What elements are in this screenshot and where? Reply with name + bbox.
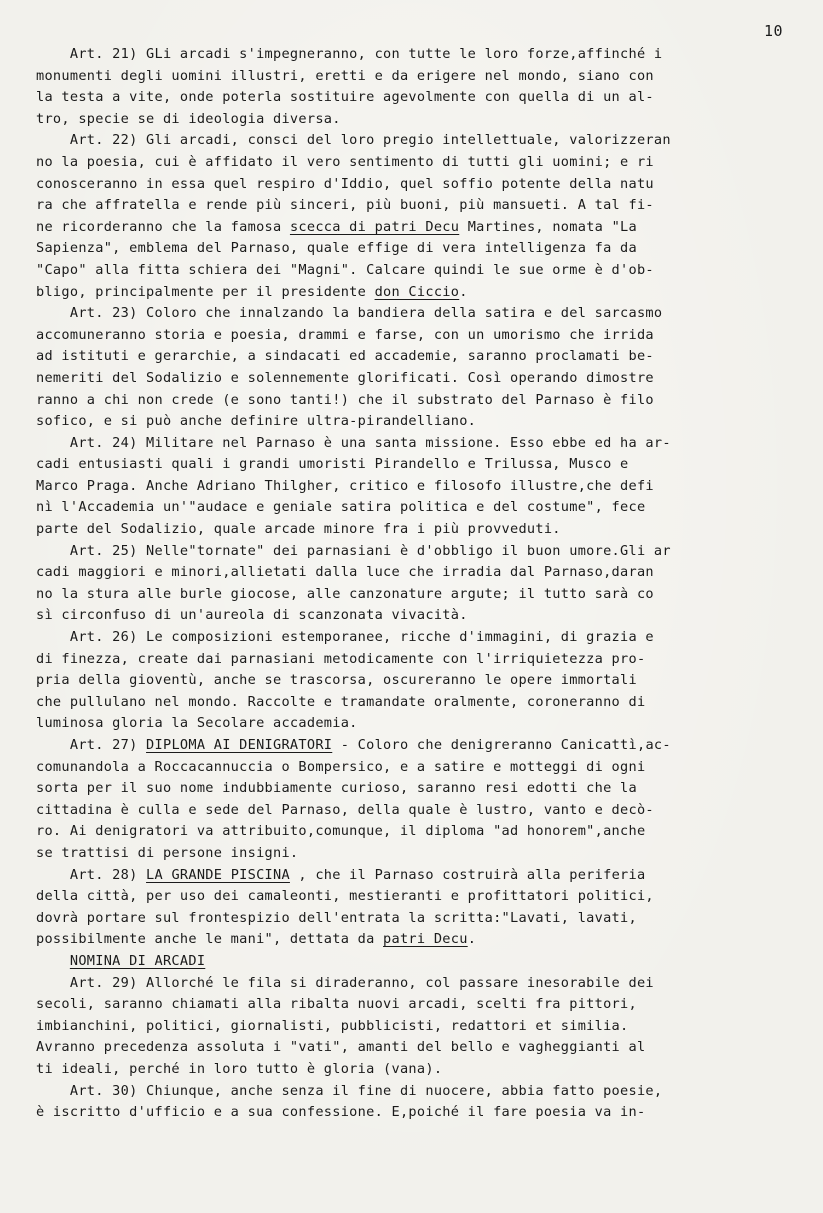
text-segment: ti ideali, perché in loro tutto è gloria (vana). [36, 1060, 443, 1077]
text-segment: luminosa gloria la Secolare accademia. [36, 715, 358, 732]
text-line [36, 476, 806, 498]
text-segment: accomuneranno storia e poesia, drammi e farse, con un umorismo che irrida [36, 326, 654, 343]
text-segment: . [467, 931, 477, 948]
text-segment: conosceranno in essa quel respiro d'Iddio, quel soffio potente della natu [36, 175, 654, 192]
text-line [36, 1081, 806, 1103]
text-line [36, 44, 806, 66]
text-segment: - Coloro che denigreranno Canicattì,ac- [332, 737, 671, 753]
text-segment: "Capo" alla fitta schiera dei "Magni". Calcare quindi le sue orme è d'ob- [36, 261, 654, 278]
text-segment: cittadina è culla e sede del Parnaso, della quale è lustro, vanto e decò- [36, 801, 654, 818]
text-line [36, 174, 806, 196]
text-line [36, 973, 806, 995]
text-segment: ranno a chi non crede (e sono tanti!) che il substrato del Parnaso è filo [36, 391, 654, 408]
text-line [36, 670, 806, 692]
text-line [36, 454, 806, 476]
text-segment: sì circonfuso di un'aureola di scanzonata vivacità. [36, 607, 468, 624]
text-segment: bligo, principalmente per il presidente [36, 283, 375, 300]
text-segment: monumenti degli uomini illustri, eretti e da erigere nel mondo, siano con [36, 67, 654, 84]
text-segment: possibilmente anche le mani", dettata da [36, 931, 384, 948]
text-line [36, 541, 806, 563]
text-line [36, 411, 806, 433]
text-line [36, 87, 806, 109]
text-segment: Art. 22) Gli arcadi, consci del loro pregio intellettuale, valorizzeran [36, 132, 671, 149]
text-line [36, 735, 806, 757]
underlined-text: LA GRANDE PISCINA [146, 866, 290, 883]
text-segment: nì l'Accademia un'"audace e geniale satira politica e del costume", fece [36, 499, 646, 516]
text-line [36, 843, 806, 865]
text-line [36, 109, 806, 131]
text-line [36, 562, 806, 584]
text-line [36, 584, 806, 606]
text-segment: . [459, 283, 468, 300]
text-segment: Art. 25) Nelle"tornate" dei parnasiani è d'obbligo il buon umore.Gli ar [36, 542, 671, 559]
text-segment: cadi entusiasti quali i grandi umoristi Pirandello e Trilussa, Musco e [36, 456, 629, 473]
text-segment: sofico, e si può anche definire ultra-pirandelliano. [36, 413, 477, 430]
text-segment: ro. Ai denigratori va attribuito,comunque, il diploma "ad honorem",anche [36, 823, 646, 840]
text-segment: Art. 21) GLi arcadi s'impegneranno, con tutte le loro forze,affinché i [36, 46, 663, 62]
text-segment: sorta per il suo nome indubbiamente curioso, saranno resi edotti che la [36, 780, 637, 797]
text-segment: dovrà portare sul frontespizio dell'entrata la scritta:"Lavati, lavati, [36, 909, 637, 926]
text-segment: Sapienza", emblema del Parnaso, quale effige di vera intelligenza fa da [36, 240, 637, 257]
text-line [36, 238, 806, 260]
text-line [36, 217, 806, 239]
text-line [36, 713, 806, 735]
text-segment: , che il Parnaso costruirà alla periferia [289, 866, 646, 883]
text-segment: di finezza, create dai parnasiani metodicamente con l'irriquietezza pro- [36, 650, 646, 667]
text-line [36, 66, 806, 88]
text-line [36, 649, 806, 671]
text-segment: Art. 30) Chiunque, anche senza il fine di nuocere, abbia fatto poesie, [36, 1082, 663, 1099]
text-line [36, 692, 806, 714]
text-segment: della città, per uso dei camaleonti, mestieranti e profittatori politici, [36, 888, 654, 905]
text-line [36, 346, 806, 368]
text-line [36, 627, 806, 649]
underlined-text: don Ciccio [374, 283, 460, 300]
text-line [36, 757, 806, 779]
text-line [36, 1102, 806, 1124]
text-line [36, 1016, 806, 1038]
text-segment: Avranno precedenza assoluta i "vati", amanti del bello e vagheggianti al [36, 1039, 646, 1056]
text-segment: Art. 23) Coloro che innalzando la bandiera della satira e del sarcasmo [36, 305, 663, 322]
text-line [36, 908, 806, 930]
text-segment: Art. 28) [36, 866, 147, 883]
underlined-text: NOMINA DI ARCADI [69, 952, 206, 969]
text-segment: è iscritto d'ufficio e a sua confessione. E,poiché il fare poesia va in- [36, 1104, 646, 1121]
underlined-text: patri Decu [383, 931, 468, 948]
text-line [36, 303, 806, 325]
text-segment: no la stura alle burle giocose, alle canzonature argute; il tutto sarà co [36, 585, 654, 602]
text-segment [36, 953, 70, 969]
text-line [36, 929, 806, 951]
text-segment: nemeriti del Sodalizio e solennemente glorificati. Così operando dimostre [36, 369, 654, 386]
text-segment: pria della gioventù, anche se trascorsa, oscureranno le opere immortali [36, 672, 637, 689]
text-line [36, 865, 806, 887]
text-line [36, 497, 806, 519]
text-line [36, 951, 806, 973]
text-line [36, 152, 806, 174]
text-segment: parte del Sodalizio, quale arcade minore fra i più provveduti. [36, 521, 561, 538]
text-segment: Martines, nomata "La [459, 218, 637, 235]
text-segment: Art. 29) Allorché le fila si diraderanno, col passare inesorabile dei [36, 974, 654, 991]
text-segment: Marco Praga. Anche Adriano Thilgher, critico e filosofo illustre,che defi [36, 477, 654, 494]
text-line [36, 390, 806, 412]
text-segment: ra che affratella e rende più sinceri, più buoni, più mansueti. A tal fi- [36, 197, 654, 214]
text-line [36, 130, 806, 152]
text-segment: Art. 27) [36, 737, 147, 753]
text-segment: ad istituti e gerarchie, a sindacati ed accademie, saranno proclamati be- [36, 348, 654, 365]
text-segment: comunandola a Roccacannuccia o Bompersico, e a satire e motteggi di ogni [36, 758, 646, 775]
text-segment: no la poesia, cui è affidato il vero sentimento di tutti gli uomini; e ri [36, 153, 654, 170]
page-number: 10 [764, 22, 784, 40]
text-segment: ne ricorderanno che la famosa [36, 218, 290, 235]
text-line [36, 778, 806, 800]
text-line [36, 260, 806, 282]
text-segment: secoli, saranno chiamati alla ribalta nuovi arcadi, scelti fra pittori, [36, 996, 637, 1013]
underlined-text: scecca di patri Decu [289, 218, 460, 235]
text-segment: che pullulano nel mondo. Raccolte e tramandate oralmente, coroneranno di [36, 693, 646, 710]
text-line [36, 605, 806, 627]
text-line [36, 195, 806, 217]
text-line [36, 1059, 806, 1081]
text-line [36, 325, 806, 347]
text-segment: tro, specie se di ideologia diversa. [36, 110, 341, 127]
text-segment: la testa a vite, onde poterla sostituire agevolmente con quella di un al- [36, 89, 654, 106]
text-segment: se trattisi di persone insigni. [36, 844, 299, 861]
text-segment: Art. 26) Le composizioni estemporanee, ricche d'immagini, di grazia e [36, 629, 654, 646]
text-line [36, 800, 806, 822]
document-body [36, 44, 806, 1124]
text-segment: imbianchini, politici, giornalisti, pubblicisti, redattori et similia. [36, 1017, 629, 1034]
text-line [36, 519, 806, 541]
text-line [36, 368, 806, 390]
text-line [36, 821, 806, 843]
underlined-text: DIPLOMA AI DENIGRATORI [146, 737, 333, 753]
text-segment: cadi maggiori e minori,allietati dalla luce che irradia dal Parnaso,daran [36, 564, 654, 581]
text-line [36, 994, 806, 1016]
text-line [36, 282, 806, 304]
text-line [36, 433, 806, 455]
text-line [36, 1037, 806, 1059]
text-line [36, 886, 806, 908]
text-segment: Art. 24) Militare nel Parnaso è una santa missione. Esso ebbe ed ha ar- [36, 434, 671, 451]
